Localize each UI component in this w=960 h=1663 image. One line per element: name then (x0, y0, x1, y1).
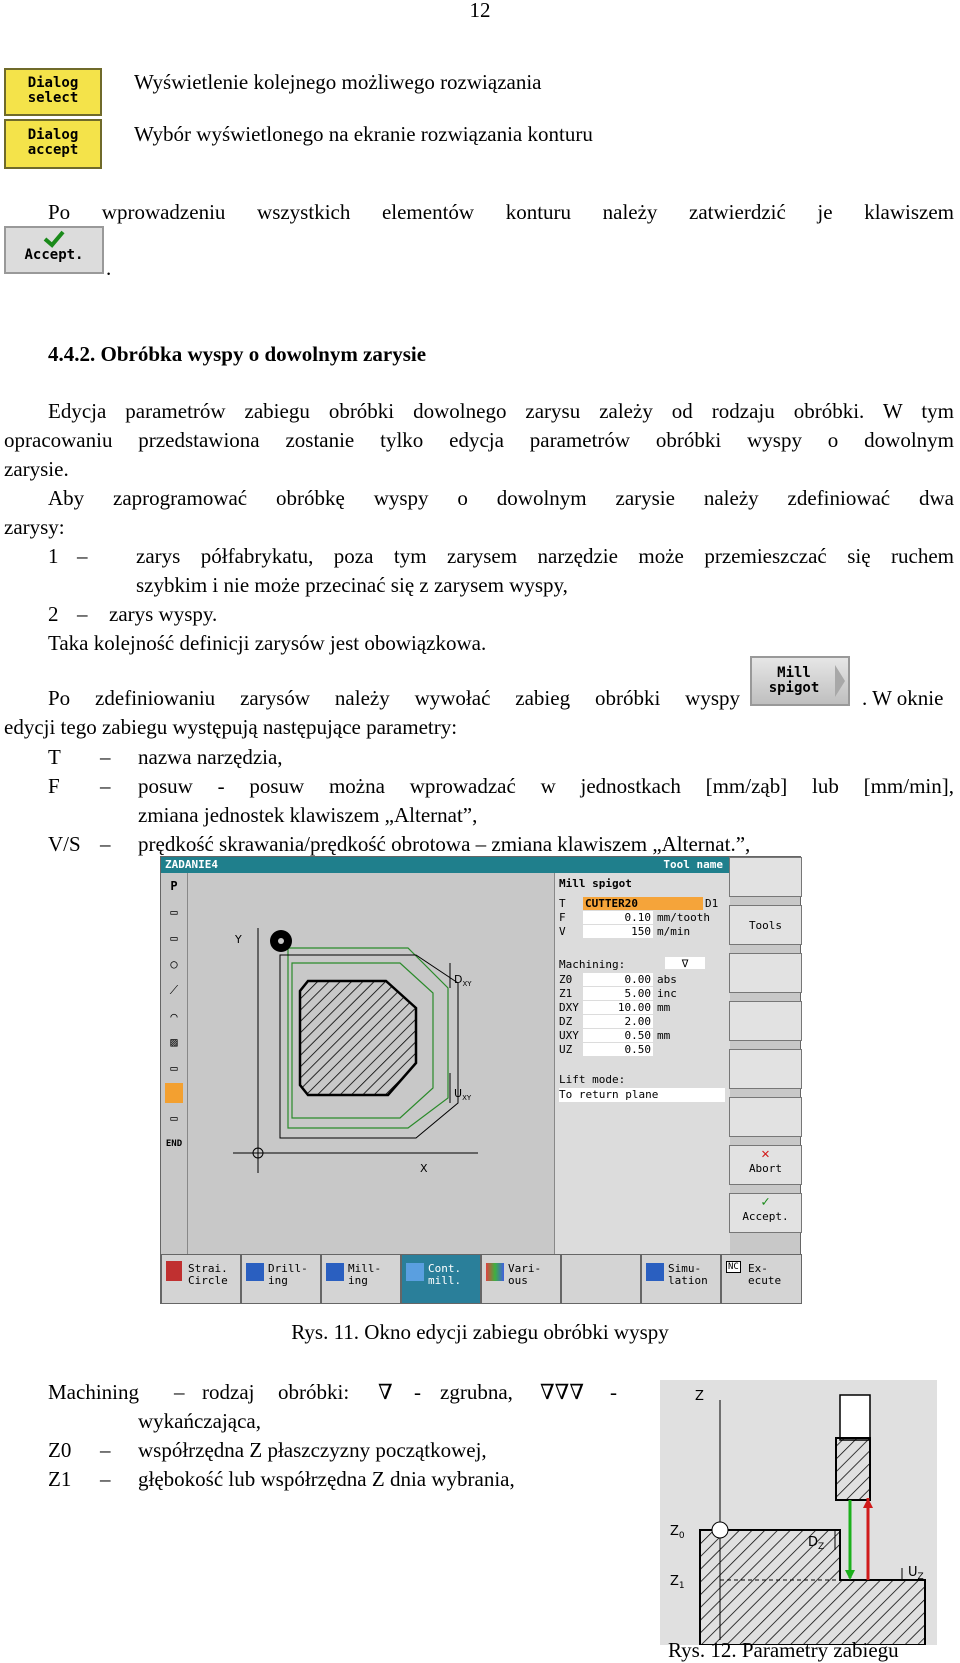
simulation-icon (646, 1263, 664, 1281)
axis-y-label: Y (235, 933, 242, 946)
vsoftkey-5[interactable] (729, 1049, 802, 1089)
z-def-key: Z1 (48, 1467, 72, 1491)
param-label-f: F (559, 911, 566, 924)
fig2-z1-label: $Z_1$ (670, 1574, 685, 1591)
milling-softkey[interactable] (321, 1254, 401, 1304)
dz-field[interactable] (583, 1015, 653, 1028)
z1-unit: inc (657, 987, 677, 1000)
arrow-right-icon (834, 663, 846, 699)
side-icon: ▭ (170, 1061, 178, 1075)
close-icon: ✕ (761, 1146, 770, 1162)
machining-word: - (414, 1380, 421, 1404)
feed-unit: mm/tooth (657, 911, 710, 924)
machining-word: - (610, 1380, 617, 1404)
vsoftkey-1[interactable] (729, 857, 802, 897)
feed-value: 0.10 (624, 911, 651, 924)
hmi-parameter-panel (554, 873, 730, 1254)
dialog-accept-line1: Dialog (27, 127, 79, 143)
softkey-label: mill. (428, 1274, 462, 1287)
side-icon: ▭ (170, 1111, 178, 1125)
para2-line2: opracowaniu przedstawiona zostanie tylko edycja parametrów obróbki wyspy o dowolnym (4, 428, 954, 452)
machining-symbol: ∇∇∇ (540, 1380, 584, 1404)
hmi-title-bar (161, 857, 729, 873)
machining-word: zgrubna, (440, 1380, 513, 1404)
page-number: 12 (469, 0, 491, 22)
vsoftkey-6[interactable] (729, 1097, 802, 1137)
nc-badge: NC (728, 1262, 739, 1272)
side-icon: ⟋ (169, 983, 179, 997)
uxy-field[interactable] (583, 1029, 653, 1042)
list-item-dash: – (77, 544, 88, 568)
list-item-number: 2 (48, 602, 59, 626)
paragraph-accept-intro: Po wprowadzeniu wszystkich elementów konturu należy zatwierdzić je klawiszem (48, 200, 954, 224)
accept-key (4, 226, 104, 274)
softkey-label: Strai. (188, 1262, 228, 1275)
uxy-unit: mm (657, 1029, 671, 1042)
softkey-label: ecute (748, 1274, 782, 1287)
param-text: posuw - posuw można wprowadzać w jednostkach [mm/ząb] lub [mm/min], (138, 774, 954, 798)
softkey-label: Vari- (508, 1262, 542, 1275)
vsoftkey-3[interactable] (729, 953, 802, 993)
param-label: UXY (559, 1029, 579, 1042)
dxy-field[interactable] (583, 1001, 653, 1014)
z0-field[interactable] (583, 973, 653, 986)
island-contour-graphic (188, 873, 554, 1254)
side-icon: ▭ (170, 905, 178, 919)
param-dash: – (100, 774, 111, 798)
vsoftkey-4[interactable] (729, 1001, 802, 1041)
param-dash: – (100, 832, 111, 856)
side-icon: ▭ (170, 931, 178, 945)
various-icon (486, 1263, 504, 1281)
para2-line1: Edycja parametrów zabiegu obróbki dowolnego zarysu zależy od rodzaju obróbki. W tym (48, 399, 954, 423)
dxy-unit: mm (657, 1001, 671, 1014)
dialog-accept-description: Wybór wyświetlonego na ekranie rozwiązania konturu (134, 122, 593, 146)
checkmark-icon (42, 230, 66, 248)
tools-softkey[interactable]: Tools (729, 905, 802, 945)
abort-softkey[interactable] (729, 1145, 802, 1185)
list-item-number: 1 (48, 544, 59, 568)
drilling-icon (246, 1263, 264, 1281)
machining-word: obróbki: (278, 1380, 350, 1404)
uxy-value: 0.50 (624, 1029, 651, 1042)
z1-field[interactable] (583, 987, 653, 1000)
softkey-label: Cont. (428, 1262, 462, 1275)
execute-softkey[interactable] (721, 1254, 802, 1304)
side-icon: ▨ (170, 1035, 178, 1049)
list-item-text: zarys półfabrykatu, poza tym zarysem narzędzie może przemieszczać się ruchem (136, 544, 954, 568)
softkey-label: ing (348, 1274, 368, 1287)
fig2-z-axis-label: Z (695, 1389, 704, 1404)
machining-key: Machining (48, 1380, 139, 1404)
para4-line1-end: . W oknie (862, 686, 944, 710)
milling-icon (326, 1263, 344, 1281)
figure-caption-12: Rys. 12. Parametry zabiegu (668, 1638, 899, 1662)
z-def-key: Z0 (48, 1438, 72, 1462)
hmi-graphic-area (188, 873, 554, 1254)
list-item-text-cont: szybkim i nie może przecinać się z zarysem wyspy, (136, 573, 568, 597)
param-text-cont: zmiana jednostek klawiszem „Alternat”, (138, 803, 478, 827)
side-end-label: END (165, 1139, 183, 1149)
para4-line2: edycji tego zabiegu występują następujące parametry: (4, 715, 458, 739)
softkey-label: lation (668, 1274, 708, 1287)
drilling-softkey[interactable] (241, 1254, 321, 1304)
fig2-dz-label: $D_Z$ (808, 1535, 825, 1552)
lift-mode-label: Lift mode: (559, 1073, 626, 1086)
param-label-v: V (559, 925, 566, 938)
cycle-name: Mill spigot (559, 877, 632, 890)
side-icon: ⌒ (170, 1009, 178, 1023)
abort-label: Abort (748, 1162, 783, 1175)
side-icon-active (165, 1083, 183, 1103)
speed-field[interactable] (583, 925, 653, 938)
list-item-text: zarys wyspy. (109, 602, 218, 626)
param-key: F (48, 774, 60, 798)
machining-def-cont: wykańczająca, (138, 1409, 261, 1433)
various-softkey[interactable] (481, 1254, 561, 1304)
z-def-text: współrzędna Z płaszczyzny początkowej, (138, 1438, 487, 1462)
dialog-select-key (4, 68, 102, 116)
z-def-dash: – (100, 1438, 111, 1462)
z-def-text: głębokość lub współrzędna Z dnia wybrania, (138, 1467, 515, 1491)
dz-value: 2.00 (624, 1015, 651, 1028)
uz-field[interactable] (583, 1043, 653, 1056)
tool-d-number: D1 (705, 897, 719, 910)
softkey-label: Circle (188, 1274, 228, 1287)
contour-milling-icon (406, 1263, 424, 1281)
softkey-label: Ex- (748, 1262, 768, 1275)
simulation-softkey[interactable] (641, 1254, 721, 1304)
z0-unit: abs (657, 973, 677, 986)
dialog-select-line2: select (27, 90, 79, 106)
mill-key-line2: spigot (768, 680, 820, 696)
hmi-title-right: Tool name (663, 858, 723, 871)
accept-label: Accept. (742, 1210, 789, 1223)
param-label: DZ (559, 1015, 573, 1028)
uxy-label: $U_{XY}$ (454, 1087, 472, 1102)
machining-word: rodzaj (202, 1380, 255, 1404)
softkey-label: ous (508, 1274, 528, 1287)
dialog-select-description: Wyświetlenie kolejnego możliwego rozwiązania (134, 70, 542, 94)
figure-caption-11: Rys. 11. Okno edycji zabiegu obróbki wyspy (291, 1320, 669, 1344)
fig2-z0-label: $Z_0$ (670, 1524, 685, 1541)
dxy-label: $D_{XY}$ (454, 973, 472, 988)
softkey-label: ing (268, 1274, 288, 1287)
param-label: UZ (559, 1043, 573, 1056)
hmi-side-toolbar (161, 873, 188, 1254)
tool-name-value: CUTTER20 (585, 897, 638, 910)
contour-milling-softkey[interactable] (401, 1254, 481, 1304)
section-heading: 4.4.2. Obróbka wyspy o dowolnym zarysie (48, 342, 427, 366)
straight-circle-icon (166, 1261, 182, 1281)
cutting-parameters-figure (660, 1380, 937, 1645)
feed-field[interactable] (583, 911, 653, 924)
param-text: prędkość skrawania/prędkość obrotowa – zmiana klawiszem „Alternat.”, (138, 832, 751, 856)
dialog-select-line1: Dialog (27, 75, 79, 91)
param-text: nazwa narzędzia, (138, 745, 283, 769)
machining-select[interactable]: ∇ (665, 957, 705, 969)
z1-value: 5.00 (624, 987, 651, 1000)
param-label-t: T (559, 897, 566, 910)
para3-line1: Aby zaprogramować obróbkę wyspy o dowolnym zarysie należy zdefiniować dwa (48, 486, 954, 510)
dialog-accept-key (4, 119, 102, 169)
list-item-dash: – (77, 602, 88, 626)
para4-line1: Po zdefiniowaniu zarysów należy wywołać zabieg obróbki wyspy (48, 686, 740, 710)
mill-key-line1: Mill (777, 665, 811, 681)
lift-mode-select[interactable]: To return plane (559, 1088, 725, 1102)
fig2-uz-label: $U_Z$ (908, 1565, 924, 1582)
softkey-label: Drill- (268, 1262, 308, 1275)
paragraph-accept-end: . (106, 256, 112, 280)
param-label: DXY (559, 1001, 579, 1014)
machining-symbol: ∇ (378, 1380, 393, 1404)
straight-circle-softkey[interactable] (161, 1254, 241, 1304)
side-icon: ○ (170, 957, 178, 971)
empty-softkey[interactable] (561, 1254, 641, 1304)
speed-unit: m/min (657, 925, 691, 938)
softkey-label: Simu- (668, 1262, 702, 1275)
order-note: Taka kolejność definicji zarysów jest obowiązkowa. (48, 631, 487, 655)
machining-label: Machining: (559, 958, 626, 971)
hmi-program-name: ZADANIE4 (165, 858, 218, 871)
tool-name-field[interactable] (583, 897, 703, 910)
param-dash: – (100, 745, 111, 769)
para2-line3: zarysie. (4, 457, 69, 481)
speed-value: 150 (631, 925, 651, 938)
hmi-screenshot (160, 856, 801, 1304)
softkey-label: Mill- (348, 1262, 382, 1275)
para3-line2: zarysy: (4, 515, 65, 539)
axis-x-label: X (420, 1162, 428, 1175)
uz-value: 0.50 (624, 1043, 651, 1056)
z0-value: 0.00 (624, 973, 651, 986)
z-def-dash: – (100, 1467, 111, 1491)
checkmark-icon: ✓ (761, 1194, 770, 1210)
accept-softkey[interactable] (729, 1193, 802, 1233)
side-p-label: P (170, 879, 178, 893)
dialog-accept-line2: accept (27, 142, 79, 158)
machining-dash: – (174, 1380, 185, 1404)
param-key: T (48, 745, 61, 769)
param-label: Z1 (559, 987, 573, 1000)
accept-key-label: Accept. (24, 247, 84, 263)
param-key: V/S (48, 832, 81, 856)
z-parameters-diagram (660, 1380, 937, 1645)
param-label: Z0 (559, 973, 573, 986)
dxy-value: 10.00 (617, 1001, 651, 1014)
mill-spigot-key (750, 656, 850, 706)
